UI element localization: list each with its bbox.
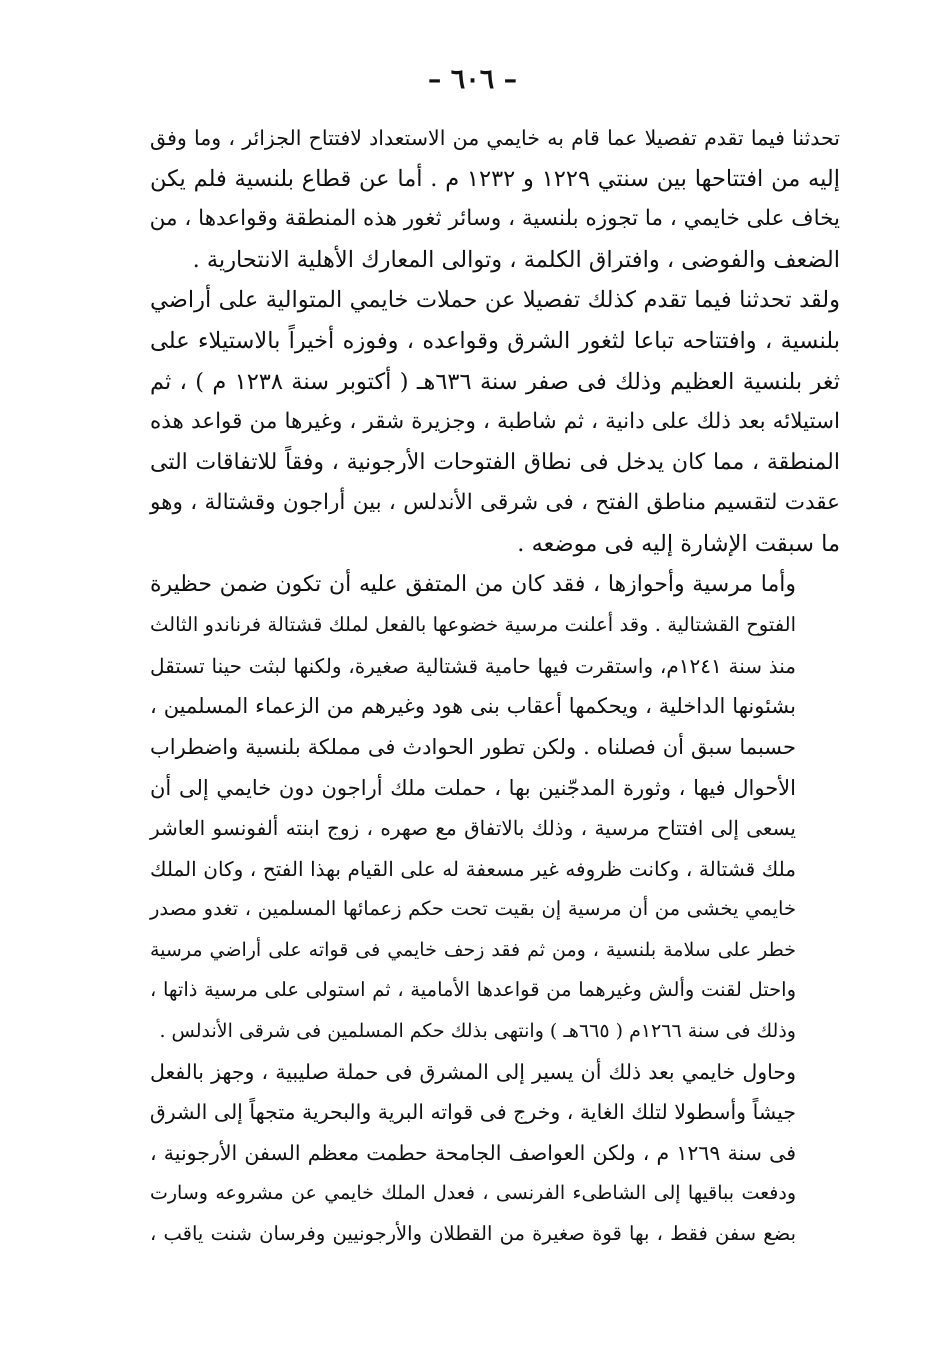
text-line: تحدثنا فيما تقدم تفصيلا عما قام به خايمي من الاستعداد لافتتاح الجزائر ، وما وفق xyxy=(150,126,840,150)
paragraph-2 xyxy=(150,280,840,564)
paragraph-3 xyxy=(150,565,840,1052)
text-line: بشئونها الداخلية ، ويحكمها أعقاب بنى هود وغيرهم من الزعماء المسلمين ، xyxy=(150,694,796,719)
text-line: وحاول خايمي بعد ذلك أن يسير إلى المشرق فى حملة صليبية ، وجهز بالفعل xyxy=(150,1059,796,1084)
text-line: ثغر بلنسية العظيم وذلك فى صفر سنة ٦٣٦هـ ( أكتوبر سنة ١٢٣٨ م ) ، ثم xyxy=(150,368,840,395)
text-line: يخاف على خايمي ، ما تجوزه بلنسية ، وسائر ثغور هذه المنطقة وقواعدها ، من xyxy=(149,206,840,232)
text-line: الأحوال فيها ، وثورة المدجّنين بها ، حملت ملك أراجون دون خايمي إلى أن xyxy=(150,775,796,800)
text-line: استيلائه بعد ذلك على دانية ، ثم شاطبة ، وجزيرة شقر ، وغيرها من قواعد هذه xyxy=(150,409,840,435)
text-line: ولقد تحدثنا فيما تقدم كذلك تفصيلا عن حملات خايمي المتوالية على أراضي xyxy=(150,287,840,314)
text-line: عقدت لتقسيم مناطق الفتح ، فى شرقى الأندلس ، بين أراجون وقشتالة ، وهو xyxy=(150,490,840,516)
text-line: بلنسية ، وافتتاحه تباعا لثغور الشرق وقواعده ، وفوزه أخيراً بالاستيلاء على xyxy=(150,327,840,354)
text-line: المنطقة ، مما كان يدخل فى نطاق الفتوحات الأرجونية ، وفقاً للاتفاقات التى xyxy=(150,449,840,475)
text-line: يسعى إلى افتتاح مرسية ، وذلك بالاتفاق مع صهره ، زوج ابنته ألفونسو العاشر xyxy=(150,816,796,841)
text-line: الفتوح القشتالية . وقد أعلنت مرسية خضوعها بالفعل لملك قشتالة فرناندو الثالث xyxy=(150,613,796,637)
text-line: ودفعت بباقيها إلى الشاطىء الفرنسى ، فعدل الملك خايمي عن مشروعه وسارت xyxy=(150,1182,796,1205)
text-line: ما سبقت الإشارة إليه فى موضعه . xyxy=(517,530,840,557)
body-text xyxy=(150,118,840,1255)
page-number: – ٦٠٦ – xyxy=(427,64,518,95)
text-line: بضع سفن فقط ، بها قوة صغيرة من القطلان والأرجونيين وفرسان شنت ياقب ، xyxy=(150,1222,796,1246)
text-line: وأما مرسية وأحوازها ، فقد كان من المتفق عليه أن تكون ضمن حظيرة xyxy=(150,571,796,597)
text-line: جيشاً وأسطولا لتلك الغاية ، وخرج فى قواته البرية والبحرية متجهاً إلى الشرق xyxy=(149,1100,796,1125)
text-line: الضعف والفوضى ، وافتراق الكلمة ، وتوالى المعارك الأهلية الانتحارية . xyxy=(192,246,840,273)
paragraph-1 xyxy=(150,118,840,280)
text-line: خايمي يخشى من أن مرسية إن بقيت تحت حكم زعمائها المسلمين ، تغدو مصدر xyxy=(150,897,796,921)
text-line: واحتل لقنت وألش وغيرهما من قواعدها الأمامية ، ثم استولى على مرسية ذاتها ، xyxy=(150,978,797,1002)
paragraph-4 xyxy=(150,1052,840,1255)
text-line: منذ سنة ١٢٤١م، واستقرت فيها حامية قشتالية صغيرة، ولكنها لبثت حينا تستقل xyxy=(150,653,796,678)
text-line: وذلك فى سنة ١٢٦٦م ( ٦٦٥هـ ) وانتهى بذلك حكم المسلمين فى شرقى الأندلس . xyxy=(159,1020,796,1043)
text-line: خطر على سلامة بلنسية ، ومن ثم فقد زحف خايمي فى قواته على أراضي مرسية xyxy=(150,938,796,961)
text-line: إليه من افتتاحها بين سنتي ١٢٢٩ و ١٢٣٢ م . أما عن قطاع بلنسية فلم يكن xyxy=(150,165,840,192)
text-line: ملك قشتالة ، وكانت ظروفه غير مسعفة له على القيام بهذا الفتح ، وكان الملك xyxy=(150,856,796,881)
text-line: حسبما سبق أن فصلناه . ولكن تطور الحوادث فى مملكة بلنسية واضطراب xyxy=(150,734,796,759)
text-line: فى سنة ١٢٦٩ م ، ولكن العواصف الجامحة حطمت معظم السفن الأرجونية ، xyxy=(150,1140,796,1165)
